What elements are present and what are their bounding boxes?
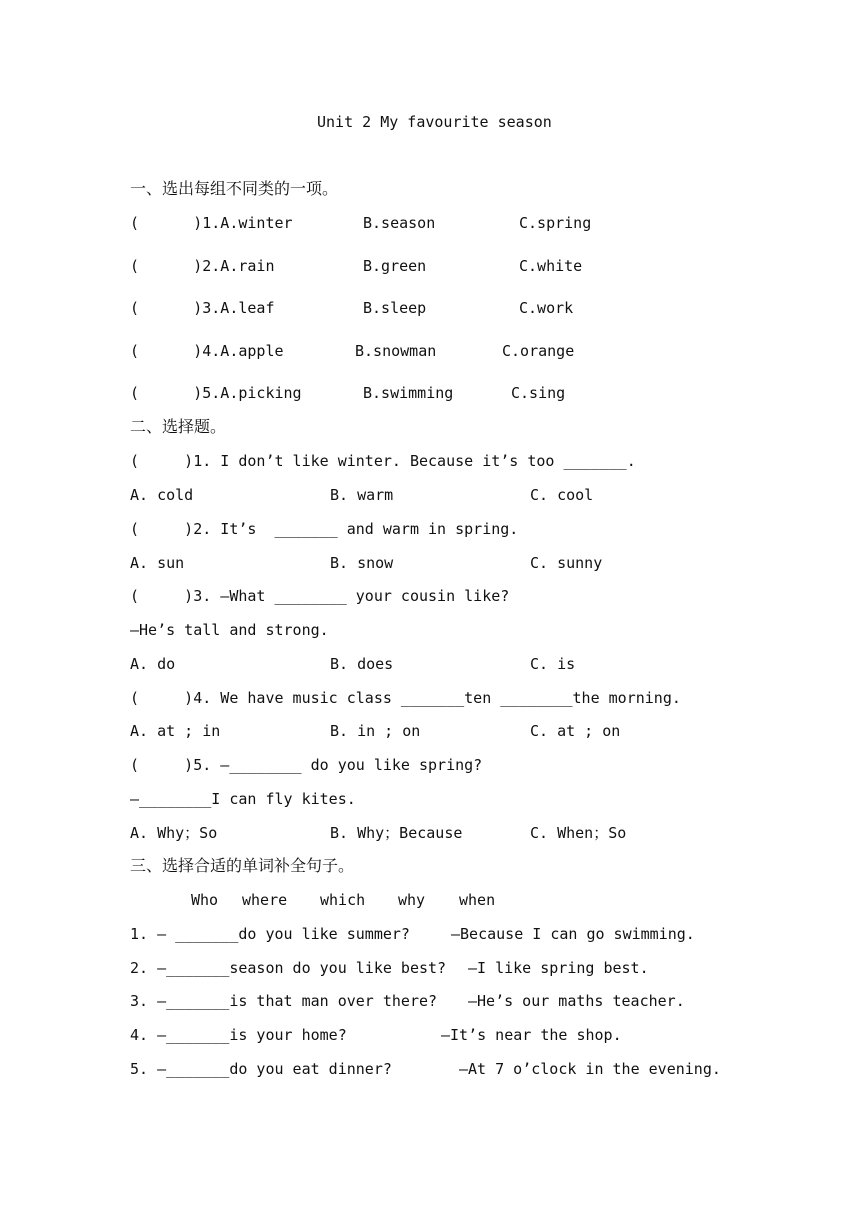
- s3-item-5-question: 5. —_______do you eat dinner?: [130, 1060, 392, 1078]
- s1-item-5-option-c: C.sing: [511, 384, 566, 402]
- s1-item-2-question: ( )2.A.rain: [130, 257, 275, 275]
- word-bank-which: which: [320, 891, 366, 909]
- s1-item-3-option-c: C.work: [519, 299, 574, 317]
- s2-q1-option-b: B. warm: [330, 486, 394, 504]
- s1-item-4-question: ( )4.A.apple: [130, 342, 284, 360]
- s3-item-5-answer: —At 7 o’clock in the evening.: [459, 1060, 721, 1078]
- s2-question-3: ( )3. —What ________ your cousin like?: [130, 587, 510, 605]
- s2-q2-option-b: B. snow: [330, 554, 394, 572]
- s1-item-1-question: ( )1.A.winter: [130, 214, 293, 232]
- section3-heading: 三、选择合适的单词补全句子。: [130, 856, 355, 875]
- s1-item-4-option-b: B.snowman: [355, 342, 437, 360]
- s2-q2-option-a: A. sun: [130, 554, 185, 572]
- s2-q3-option-c: C. is: [530, 655, 576, 673]
- s1-item-3-option-b: B.sleep: [363, 299, 427, 317]
- s2-q4-option-c: C. at ; on: [530, 722, 621, 740]
- page-title: Unit 2 My favourite season: [317, 113, 552, 131]
- s2-q5-option-b: B. Why；Because: [330, 824, 463, 842]
- s3-item-4-answer: —It’s near the shop.: [441, 1026, 622, 1044]
- s2-q5-reply: —________I can fly kites.: [130, 790, 356, 808]
- s3-item-2-question: 2. —_______season do you like best?: [130, 959, 447, 977]
- s2-q5-option-a: A. Why；So: [130, 824, 218, 842]
- s2-q3-reply: —He’s tall and strong.: [130, 621, 329, 639]
- s2-question-1: ( )1. I don’t like winter. Because it’s too _______.: [130, 452, 636, 470]
- s1-item-4-option-c: C.orange: [502, 342, 575, 360]
- section1-heading: 一、选出每组不同类的一项。: [130, 179, 339, 198]
- word-bank-why: why: [398, 891, 426, 909]
- word-bank-where: where: [242, 891, 288, 909]
- word-bank-when: when: [459, 891, 496, 909]
- s1-item-5-option-b: B.swimming: [363, 384, 454, 402]
- section2-heading: 二、选择题。: [130, 417, 227, 436]
- s2-q4-option-a: A. at ; in: [130, 722, 221, 740]
- s3-item-3-answer: —He’s our maths teacher.: [468, 992, 685, 1010]
- s2-question-2: ( )2. It’s _______ and warm in spring.: [130, 520, 519, 538]
- s2-q3-option-a: A. do: [130, 655, 176, 673]
- s2-q3-option-b: B. does: [330, 655, 394, 673]
- s2-q1-option-c: C. cool: [530, 486, 594, 504]
- s3-item-4-question: 4. —_______is your home?: [130, 1026, 347, 1044]
- s1-item-5-question: ( )5.A.picking: [130, 384, 302, 402]
- s3-item-1-question: 1. — _______do you like summer?: [130, 925, 410, 943]
- s1-item-2-option-c: C.white: [519, 257, 583, 275]
- s2-q2-option-c: C. sunny: [530, 554, 603, 572]
- s2-question-4: ( )4. We have music class _______ten ________the morning.: [130, 689, 681, 707]
- s3-item-2-answer: —I like spring best.: [468, 959, 649, 977]
- s2-q4-option-b: B. in ; on: [330, 722, 421, 740]
- word-bank-who: Who: [191, 891, 219, 909]
- s1-item-2-option-b: B.green: [363, 257, 427, 275]
- s2-q5-option-c: C. When；So: [530, 824, 627, 842]
- s1-item-1-option-b: B.season: [363, 214, 436, 232]
- s1-item-1-option-c: C.spring: [519, 214, 592, 232]
- s1-item-3-question: ( )3.A.leaf: [130, 299, 275, 317]
- s3-item-1-answer: —Because I can go swimming.: [451, 925, 695, 943]
- s2-q1-option-a: A. cold: [130, 486, 194, 504]
- s3-item-3-question: 3. —_______is that man over there?: [130, 992, 438, 1010]
- s2-question-5: ( )5. —________ do you like spring?: [130, 756, 483, 774]
